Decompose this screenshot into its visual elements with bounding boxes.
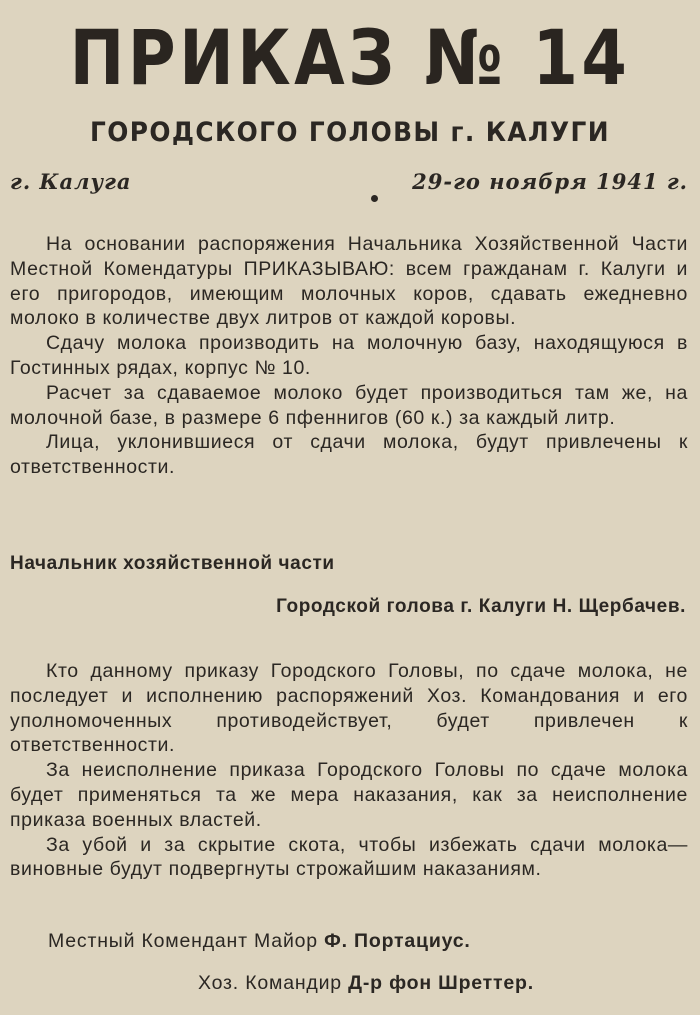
order-place: г. Калуга	[10, 169, 132, 194]
order-paragraph: Расчет за сдаваемое молоко будет производиться там же, на молочной базе, в размере 6 пфеннигов (60 к.) за каждый литр.	[10, 381, 688, 429]
ink-dot	[371, 195, 378, 202]
addendum-paragraph: За неисполнение приказа Городского Головы по сдаче молока будет применяться та же мера наказания, как за неисполнение приказа военных властей.	[10, 759, 688, 831]
commander-name: Д-р фон Шреттер.	[348, 972, 534, 994]
order-paragraph: Сдачу молока производить на молочную базу, находящуюся в Гостинных рядах, корпус № 10.	[10, 332, 688, 379]
commandant-signature	[48, 928, 471, 954]
addendum-paragraph: Кто данному приказу Городского Головы, по сдаче молока, не последует и исполнению распоряжений Хоз. Командования и его уполномоченных противодействует, будет привлечен к ответственности.	[10, 660, 688, 757]
order-paragraph: На основании распоряжения Начальника Хозяйственной Части Местной Комендатуры ПРИКАЗЫВАЮ: всем гражданам г. Калуги и его пригородов, имеющим молочных коров, сдавать ежедневно молоко в количестве двух литров от каждой коровы.	[10, 233, 688, 330]
commander-signature	[198, 970, 534, 996]
commandant-title: Местный Комендант Майор	[48, 930, 318, 952]
addendum-paragraph: За убой и за скрытие скота, чтобы избежать сдачи молока—виновные будут подвергнуты строжайшим наказаниям.	[10, 833, 688, 881]
order-body	[10, 232, 688, 480]
commandant-name: Ф. Портациус.	[324, 930, 471, 952]
order-subtitle: ГОРОДСКОГО ГОЛОВЫ г. КАЛУГИ	[90, 117, 610, 148]
commander-title: Хоз. Командир	[198, 972, 342, 994]
order-paragraph: Лица, уклонившиеся от сдачи молока, будут привлечены к ответственности.	[10, 431, 688, 479]
addendum-body	[10, 659, 688, 882]
order-date: 29-го ноября 1941 г.	[412, 169, 688, 194]
department-head-signature: Начальник хозяйственной части	[10, 553, 335, 574]
mayor-signature: Городской голова г. Калуги Н. Щербачев.	[276, 596, 686, 617]
order-title: ПРИКАЗ № 14	[69, 13, 631, 102]
